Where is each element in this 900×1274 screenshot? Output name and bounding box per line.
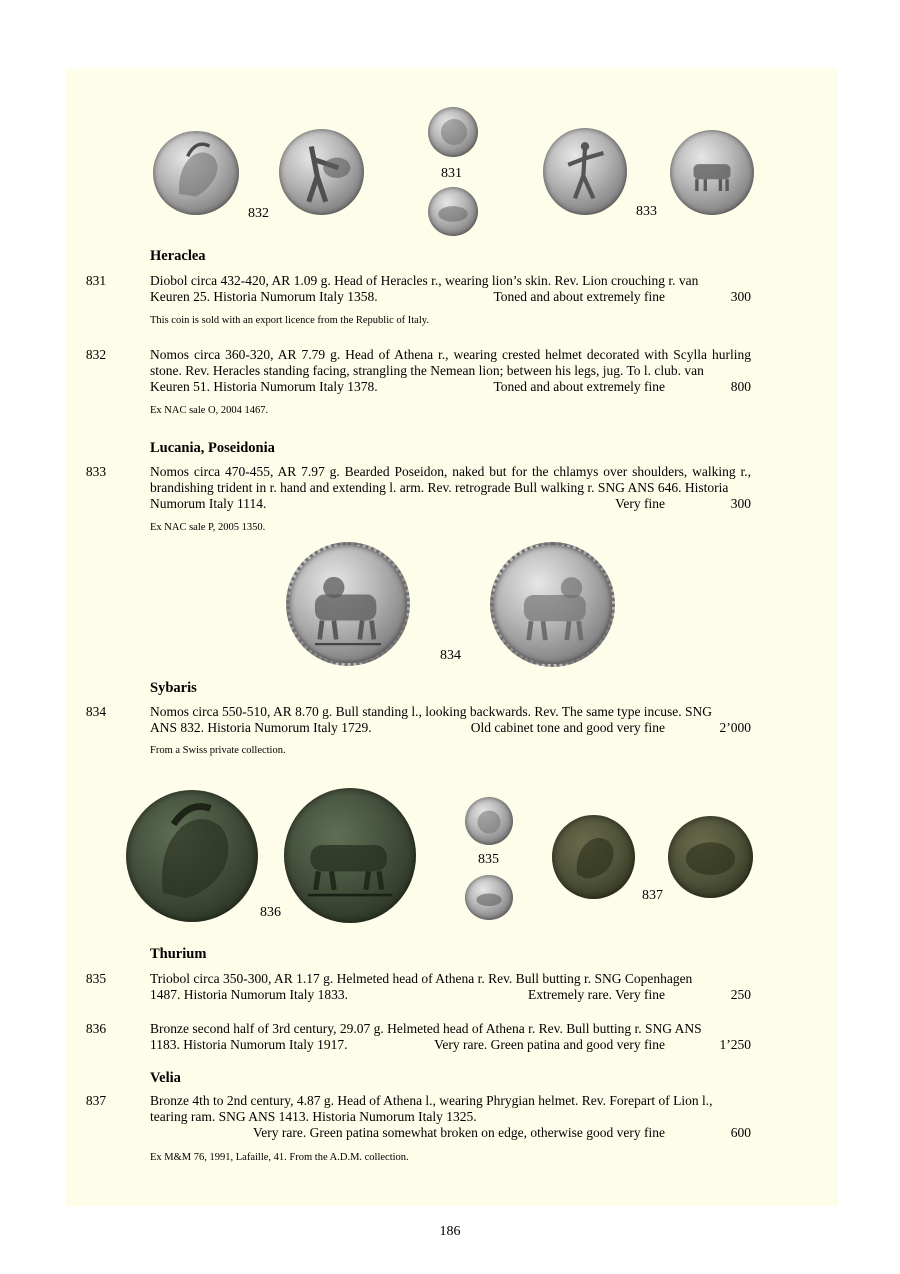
lot-832-last-line bbox=[150, 379, 751, 395]
lot-836-line1 bbox=[150, 1021, 751, 1037]
lot-833-description: Nomos circa 470-455, AR 7.97 g. Bearded Poseidon, naked but for the chlamys over shoulders, walking r., brandishing trident in r. hand and extending l. arm. Rev. retrograde Bull walking r. SNG ANS 646. Historia bbox=[150, 464, 751, 495]
lot-number-832: 832 bbox=[85, 347, 107, 362]
lot-837-description-line1: Bronze 4th to 2nd century, 4.87 g. Head of Athena l., wearing Phrygian helmet. Rev. Forepart of Lion l., bbox=[150, 1093, 713, 1108]
lot-832-description: Nomos circa 360-320, AR 7.79 g. Head of Athena r., wearing crested helmet decorated with Scylla hurling stone. Rev. Heracles standing facing, strangling the Nemean lion; between his legs, jug. To l. club. van bbox=[150, 347, 751, 378]
lot-832-price: 800 bbox=[730, 379, 751, 394]
lot-835-line1 bbox=[150, 971, 751, 987]
figure-label-834: 834 bbox=[440, 648, 461, 663]
coin-832-obverse-image bbox=[153, 131, 239, 215]
lot-836-line2 bbox=[150, 1037, 751, 1053]
lot-831-description-line1: Diobol circa 432-420, AR 1.09 g. Head of Heracles r., wearing lion’s skin. Rev. Lion crouching r. van bbox=[150, 273, 699, 288]
lot-837-line1 bbox=[150, 1093, 751, 1109]
coin-837-obverse-image bbox=[552, 815, 635, 899]
coin-835-reverse-image bbox=[465, 875, 513, 920]
lot-834-line2 bbox=[150, 720, 751, 736]
section-heading-sybaris: Sybaris bbox=[150, 680, 197, 696]
figure-label-836: 836 bbox=[260, 905, 281, 920]
lot-834-grade: Old cabinet tone and good very fine bbox=[470, 720, 665, 735]
section-heading-velia: Velia bbox=[150, 1070, 181, 1086]
coin-831-reverse-image bbox=[428, 187, 478, 236]
lot-number-836: 836 bbox=[85, 1021, 107, 1036]
lot-837-price: 600 bbox=[730, 1125, 751, 1140]
figure-label-835: 835 bbox=[478, 852, 499, 867]
lot-834-description-line2: ANS 832. Historia Numorum Italy 1729. bbox=[150, 720, 372, 735]
lot-833-last-line bbox=[150, 496, 751, 512]
lot-837-description-line2: tearing ram. SNG ANS 1413. Historia Numorum Italy 1325. bbox=[150, 1109, 477, 1124]
lot-832-grade: Toned and about extremely fine bbox=[493, 379, 665, 394]
section-heading-thurium: Thurium bbox=[150, 946, 207, 962]
lot-837-note: Ex M&M 76, 1991, Lafaille, 41. From the A.D.M. collection. bbox=[150, 1152, 409, 1163]
lot-833-description-end: Numorum Italy 1114. bbox=[150, 496, 267, 511]
lot-832-description-end: Keuren 51. Historia Numorum Italy 1378. bbox=[150, 379, 378, 394]
coin-833-reverse-image bbox=[670, 130, 754, 215]
lot-837-line2 bbox=[150, 1109, 751, 1125]
figure-label-831: 831 bbox=[441, 166, 462, 181]
lot-836-description-line1: Bronze second half of 3rd century, 29.07 g. Helmeted head of Athena r. Rev. Bull butting r. SNG ANS bbox=[150, 1021, 702, 1036]
lot-number-833: 833 bbox=[85, 464, 107, 479]
lot-834-description-line1: Nomos circa 550-510, AR 8.70 g. Bull standing l., looking backwards. Rev. The same type incuse. SNG bbox=[150, 704, 713, 719]
lot-836-price: 1’250 bbox=[719, 1037, 751, 1052]
coin-833-obverse-image bbox=[543, 128, 627, 215]
lot-number-835: 835 bbox=[85, 971, 107, 986]
lot-833-note: Ex NAC sale P, 2005 1350. bbox=[150, 522, 266, 533]
lot-837-grade: Very rare. Green patina somewhat broken on edge, otherwise good very fine bbox=[253, 1125, 665, 1140]
lot-832-note: Ex NAC sale O, 2004 1467. bbox=[150, 405, 269, 416]
section-heading-heraclea: Heraclea bbox=[150, 248, 206, 264]
lot-836-description-line2: 1183. Historia Numorum Italy 1917. bbox=[150, 1037, 348, 1052]
coin-832-reverse-image bbox=[279, 129, 364, 215]
lot-835-price: 250 bbox=[730, 987, 751, 1002]
lot-831-line1 bbox=[150, 273, 751, 289]
coin-834-obverse-image bbox=[286, 542, 410, 666]
lot-831-note: This coin is sold with an export licence from the Republic of Italy. bbox=[150, 315, 429, 326]
figure-label-832: 832 bbox=[248, 206, 269, 221]
figure-label-833: 833 bbox=[636, 204, 657, 219]
coin-835-obverse-image bbox=[465, 797, 513, 845]
lot-831-grade: Toned and about extremely fine bbox=[493, 289, 665, 304]
lot-835-grade: Extremely rare. Very fine bbox=[528, 987, 665, 1002]
figure-label-837: 837 bbox=[642, 888, 663, 903]
lot-835-description-line1: Triobol circa 350-300, AR 1.17 g. Helmeted head of Athena r. Rev. Bull butting r. SNG Copenhagen bbox=[150, 971, 693, 986]
lot-number-834: 834 bbox=[85, 704, 107, 719]
lot-831-description-line2: Keuren 25. Historia Numorum Italy 1358. bbox=[150, 289, 378, 304]
lot-835-description-line2: 1487. Historia Numorum Italy 1833. bbox=[150, 987, 348, 1002]
lot-835-line2 bbox=[150, 987, 751, 1003]
page-number: 186 bbox=[439, 1224, 461, 1239]
lot-833-price: 300 bbox=[730, 496, 751, 511]
lot-834-line1 bbox=[150, 704, 751, 720]
coin-836-obverse-image bbox=[126, 790, 258, 922]
coin-837-reverse-image bbox=[668, 816, 753, 898]
lot-837-line3 bbox=[150, 1125, 751, 1141]
lot-834-price: 2’000 bbox=[719, 720, 751, 735]
coin-836-reverse-image bbox=[284, 788, 416, 923]
lot-831-price: 300 bbox=[730, 289, 751, 304]
section-heading-lucania: Lucania, Poseidonia bbox=[150, 440, 275, 456]
coin-831-obverse-image bbox=[428, 107, 478, 157]
lot-831-line2 bbox=[150, 289, 751, 305]
coin-834-reverse-image bbox=[490, 542, 615, 667]
lot-number-831: 831 bbox=[85, 273, 107, 288]
lot-number-837: 837 bbox=[85, 1093, 107, 1108]
lot-836-grade: Very rare. Green patina and good very fine bbox=[434, 1037, 665, 1052]
lot-833-grade: Very fine bbox=[615, 496, 665, 511]
lot-834-note: From a Swiss private collection. bbox=[150, 745, 286, 756]
